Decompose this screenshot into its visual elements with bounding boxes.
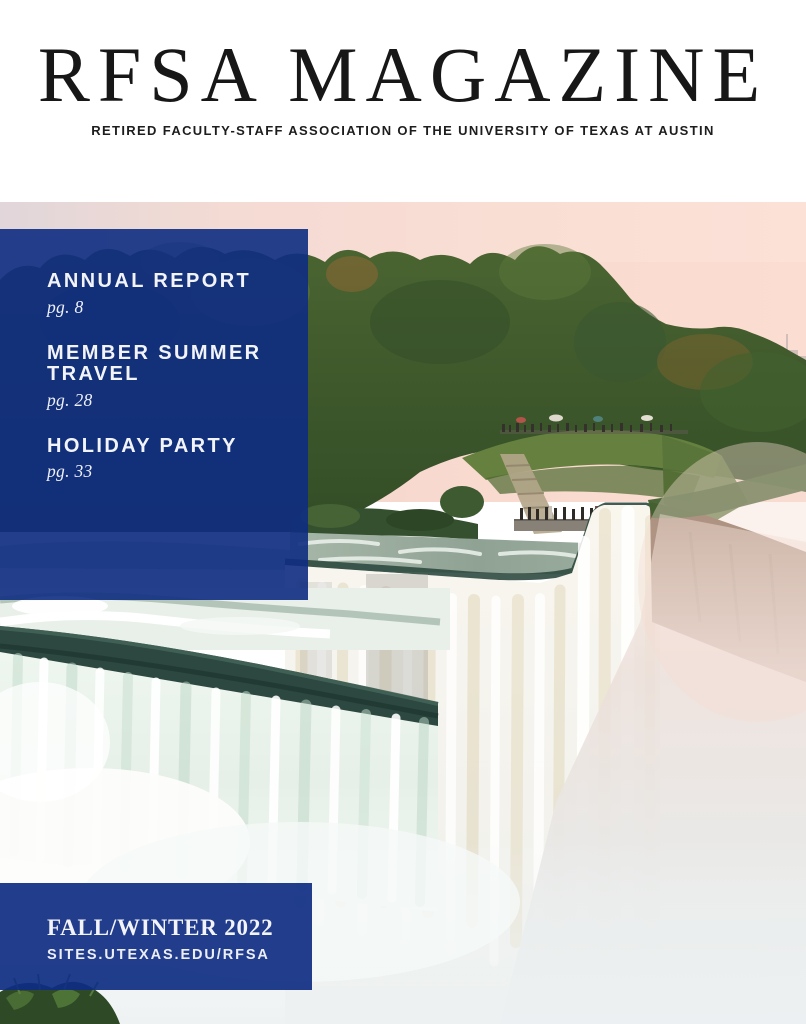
toc-item xyxy=(47,436,278,483)
toc-item-page: pg. 28 xyxy=(47,389,93,410)
website-url: SITES.UTEXAS.EDU/RFSA xyxy=(47,947,270,963)
toc-item-title: ANNUAL REPORT xyxy=(47,270,252,292)
toc-item-page: pg. 33 xyxy=(47,461,93,482)
edition-label: FALL/WINTER 2022 xyxy=(47,915,274,940)
toc-item xyxy=(47,343,278,411)
masthead xyxy=(0,0,806,202)
toc-item-title: MEMBER SUMMER TRAVEL xyxy=(47,341,262,386)
toc-item-page: pg. 8 xyxy=(47,296,84,317)
contents-panel xyxy=(0,229,308,600)
magazine-subtitle: RETIRED FACULTY-STAFF ASSOCIATION OF THE UNIVERSITY OF TEXAS AT AUSTIN xyxy=(91,123,715,138)
edition-panel xyxy=(0,883,312,990)
toc-item xyxy=(47,271,278,318)
magazine-title: RFSA MAGAZINE xyxy=(37,31,769,118)
toc-item-title: HOLIDAY PARTY xyxy=(47,434,238,457)
